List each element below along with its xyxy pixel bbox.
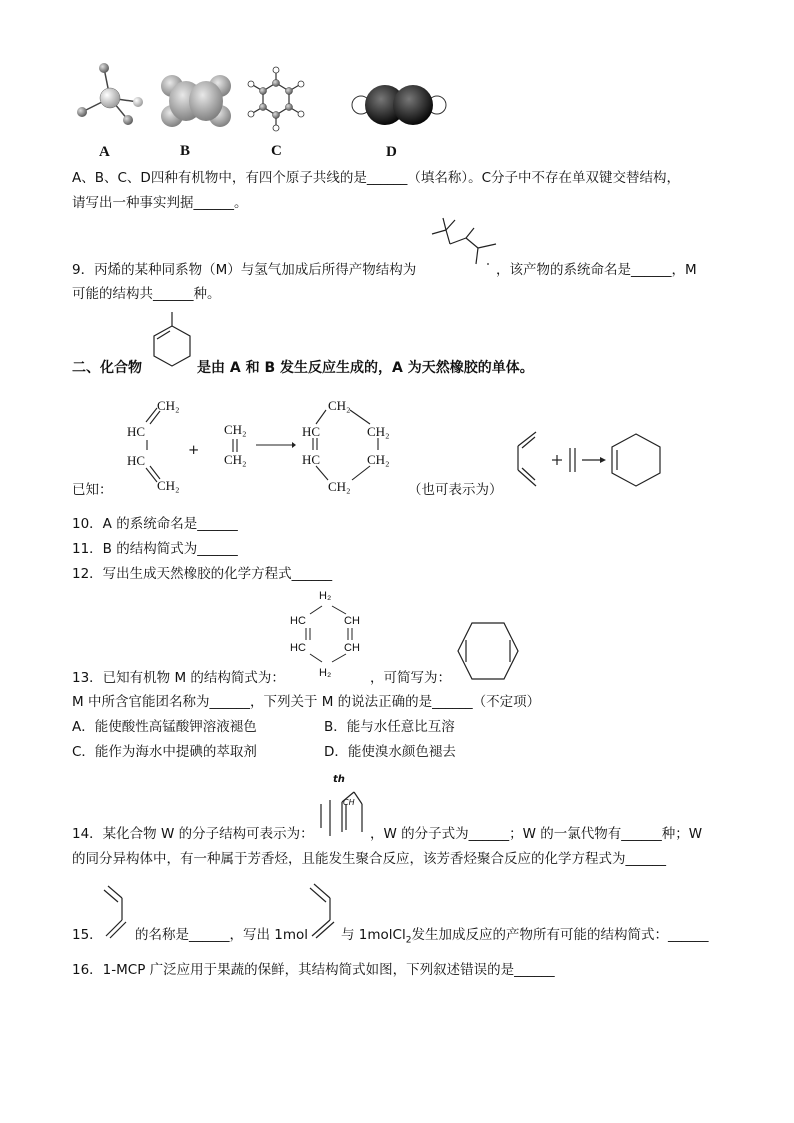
q13-option-a: A．能使酸性高锰酸钾溶液褪色 [72,719,257,735]
model-a-ball-and-stick [70,62,150,132]
known-label: 已知： [72,482,113,498]
q9-line-2: 可能的结构共______种。 [72,286,221,302]
reactant-2-ch2-top: CH₂ [224,422,247,437]
model-d-acetylene-space-filling [352,82,446,128]
q8-line-1: A、B、C、D四种有机物中，有四个原子共线的是______（填名称）。C分子中不存在单双键交替结构， [72,170,680,186]
model-label-c: C [271,143,282,159]
product-ch2-top: CH₂ [328,398,351,413]
q13-struct-h2-top: H₂ [319,590,332,602]
q16-text: 16．1-MCP 广泛应用于果蔬的保鲜，其结构简式如图，下列叙述错误的是______ [72,962,555,978]
q13-option-c: C．能作为海水中提碘的萃取剂 [72,744,257,760]
q15-text-part-1: 15． [72,927,103,943]
reactant-1-ch2-top: CH₂ [157,398,180,413]
q13-option-b: B．能与水任意比互溶 [324,719,455,735]
reactant-2-ch2-bottom: CH₂ [224,452,247,467]
model-b-space-filling [160,72,232,132]
q12-text: 12．写出生成天然橡胶的化学方程式______ [72,566,333,582]
q14-mark-th: th [333,774,345,785]
q13-text-part-2: ，可简写为： [370,670,451,686]
q13-struct-ch-right-2: CH [344,642,360,654]
product-ch2-right-2: CH₂ [367,452,390,467]
q15-subscript-2: 2 [405,935,412,946]
product-ch2-bottom: CH₂ [328,479,351,494]
section-2-title-part-1: 二、化合物 [72,360,142,376]
q13-line-2: M 中所含官能团名称为______，下列关于 M 的说法正确的是______（不定项） [72,694,541,710]
q14-w-structure [316,786,372,842]
section-2-methylcyclohexene-structure [148,312,194,374]
q14-line-2: 的同分异构体中，有一种属于芳香烃，且能发生聚合反应，该芳香烃聚合反应的化学方程式为______ [72,851,666,867]
model-c-benzene-ball-and-stick [245,66,307,134]
q13-struct-ch-right-1: CH [344,615,360,627]
q9-text-part-2: ，该产物的系统命名是______，M [496,262,697,278]
q13-struct-hc-left-1: HC [290,615,306,627]
product-hc-1: HC [302,424,321,439]
reactant-1-ch2-bottom: CH₂ [157,478,180,493]
q13-option-d: D．能使溴水颜色褪去 [324,744,456,760]
q14-text-part-1: 14．某化合物 W 的分子结构可表示为： [72,826,314,842]
reactant-2-double-bond [228,438,244,454]
model-label-b: B [180,143,191,159]
reaction-arrow [256,440,296,450]
q15-diene-structure-1 [102,884,132,940]
reaction-plus-sign: + [188,442,200,458]
q9-skeletal-structure [430,218,500,270]
product-ch2-right-1: CH₂ [367,424,390,439]
q14-mark-ch: CH [343,798,355,807]
q15-diene-structure-2 [308,882,340,940]
q9-text-part-1: 9．丙烯的某种同系物（M）与氢气加成后所得产物结构为 [72,262,417,278]
q13-text-part-1: 13．已知有机物 M 的结构简式为： [72,670,285,686]
known-also-note: （也可表示为） [408,482,503,498]
model-label-a: A [99,144,110,160]
q14-text-part-2: ，W 的分子式为______；W 的一氯代物有______种；W [370,826,703,842]
section-2-title-part-2: 是由 A 和 B 发生反应生成的，A 为天然橡胶的单体。 [197,360,534,376]
reactant-1-bonds [140,404,164,488]
q13-struct-ring-bonds [300,600,360,670]
q10-text: 10．A 的系统命名是______ [72,516,238,532]
product-hc-2: HC [302,452,321,467]
model-label-d: D [386,144,397,160]
q15-text-part-2: 的名称是______，写出 1mol [135,927,309,943]
skeletal-reaction [508,430,668,490]
product-ring-bonds [300,400,400,494]
q15-text-part-3: 与 1molCl$_2$发生加成反应的产物所有可能的结构简式：______ [341,927,709,946]
q13-struct-hc-left-2: HC [290,642,306,654]
q11-text: 11．B 的结构简式为______ [72,541,238,557]
reactant-1-hc-1: HC [127,424,146,439]
q13-skeletal-cyclohexadiene [455,620,521,682]
q8-line-2: 请写出一种事实判据______。 [72,195,248,211]
q13-struct-h2-bottom: H₂ [319,667,332,679]
reactant-1-hc-2: HC [127,453,146,468]
